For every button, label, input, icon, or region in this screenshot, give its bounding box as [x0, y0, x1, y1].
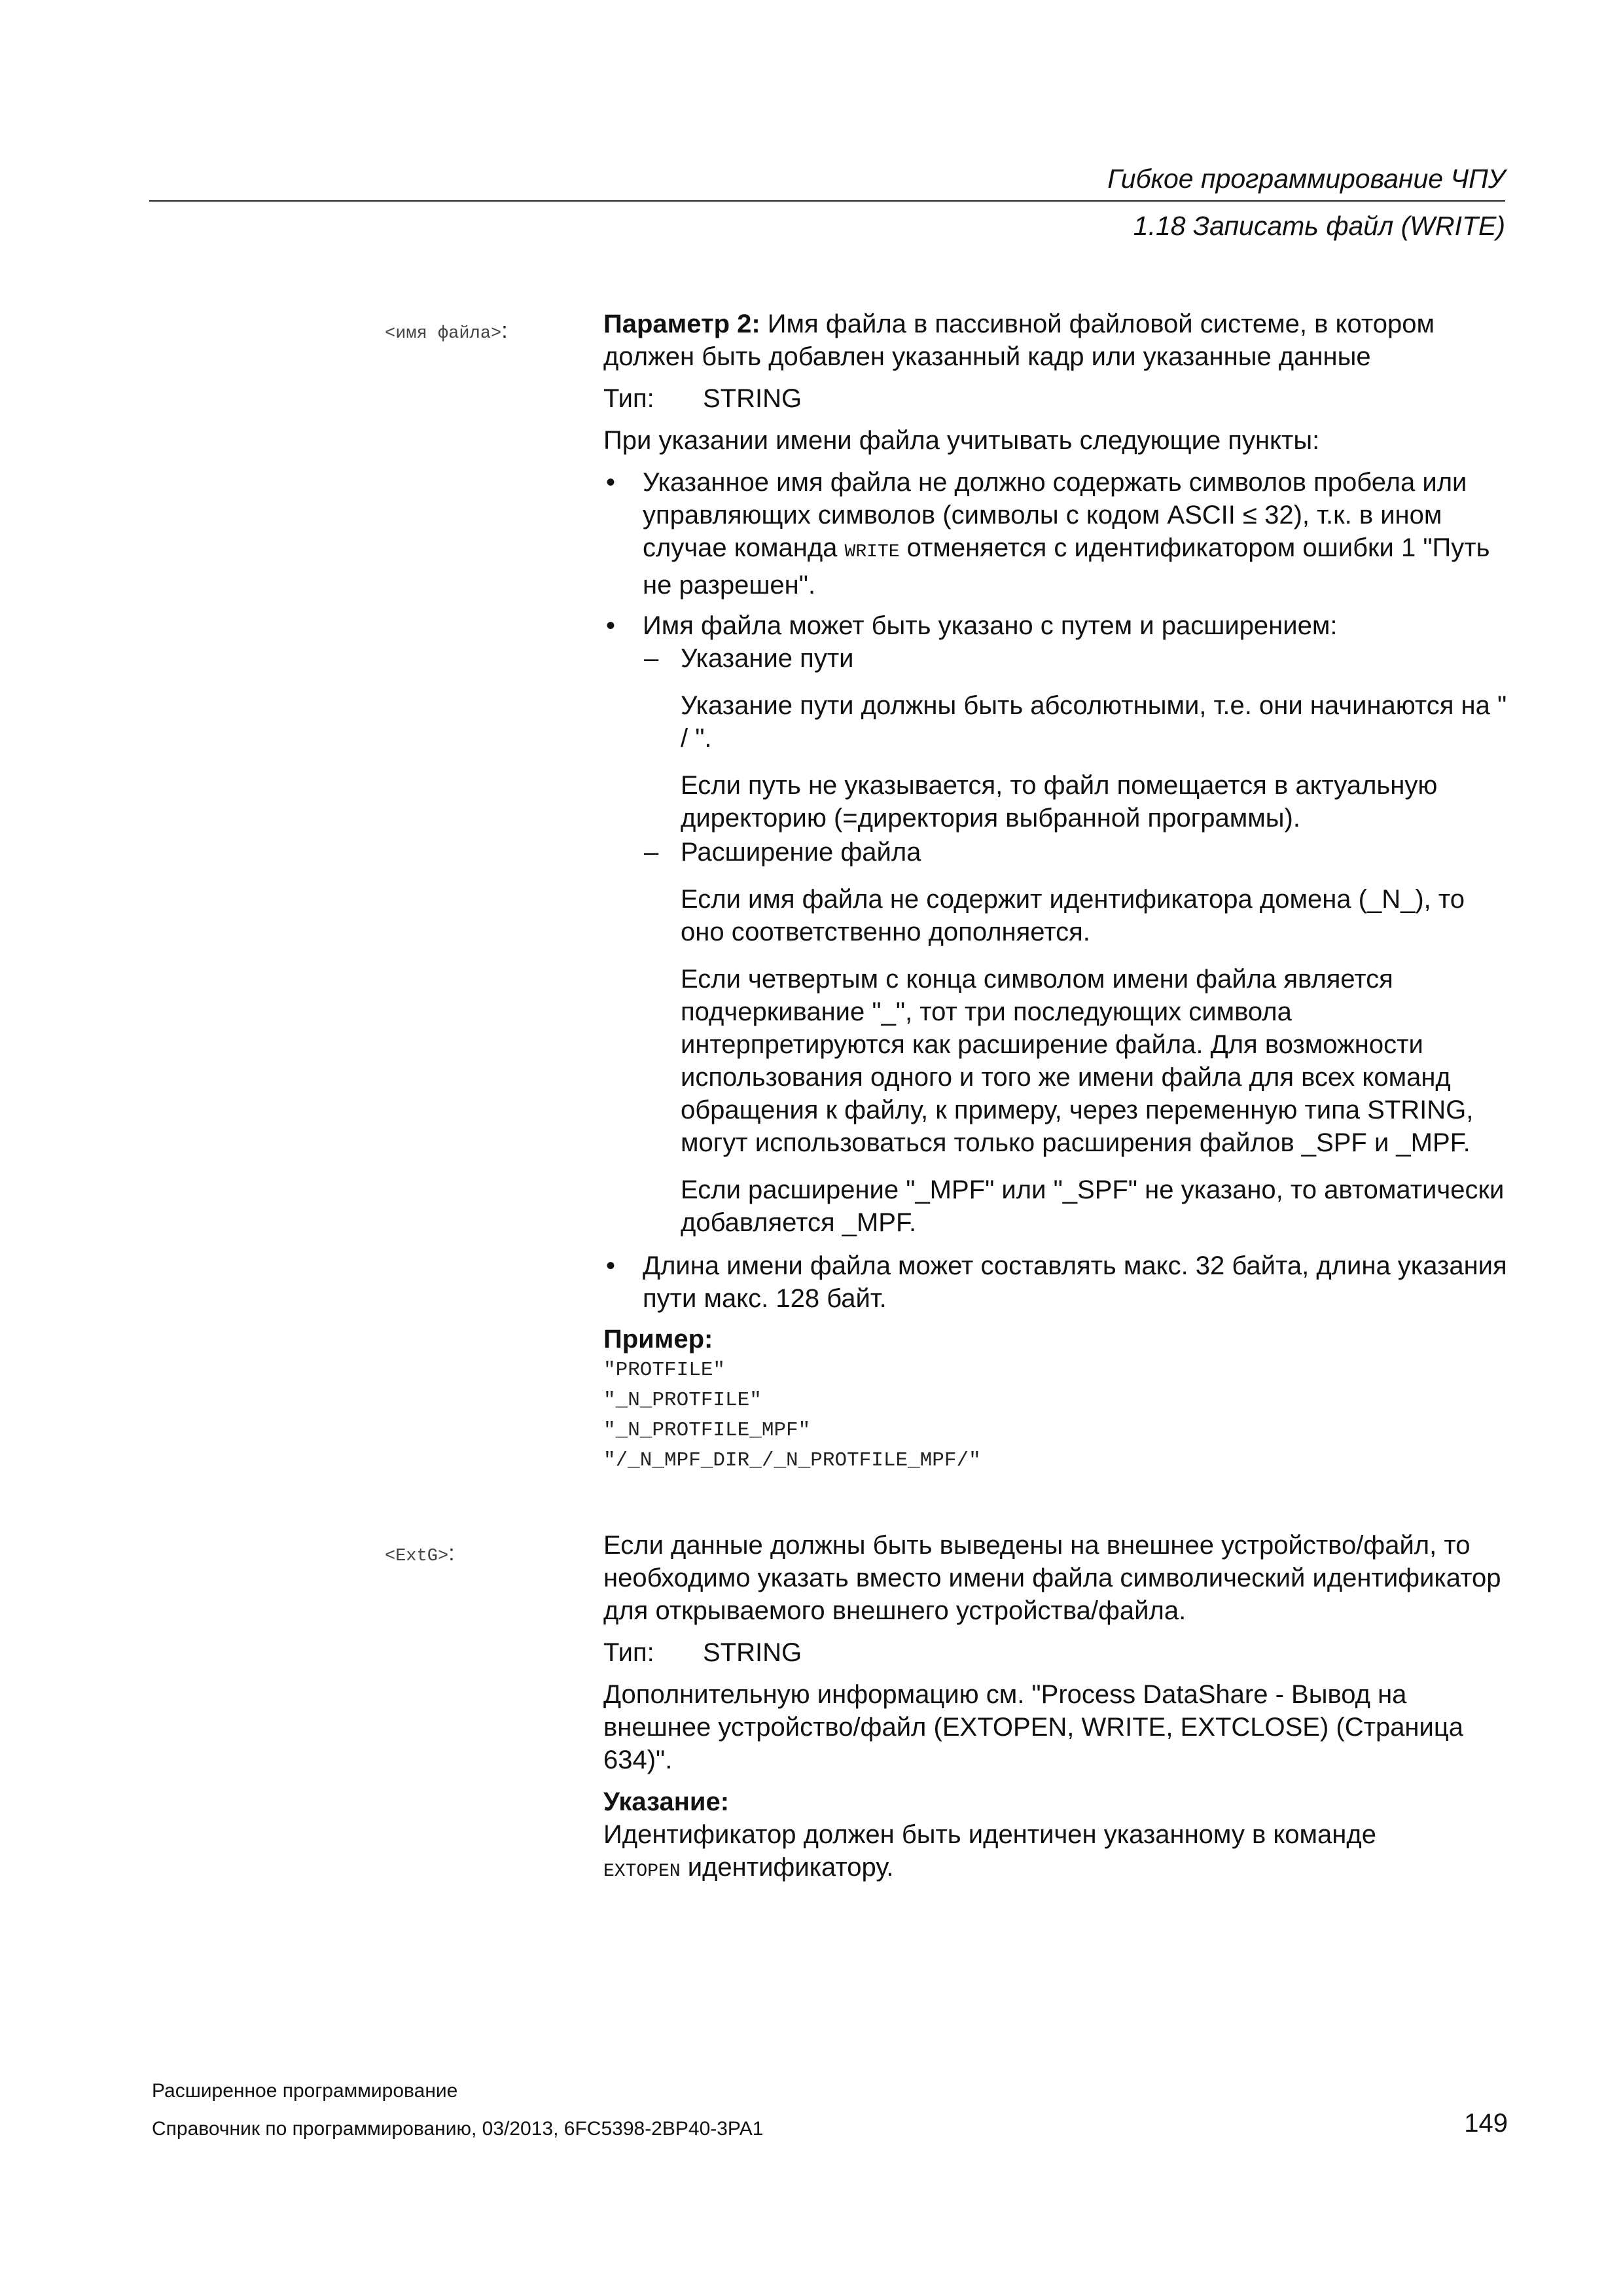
bullet-item — [603, 609, 1513, 1239]
param-label-text: <ExtG> — [385, 1547, 449, 1566]
detail-paragraph: Указание пути должны быть абсолютными, т.е. они начинаются на " / ". — [681, 691, 1507, 753]
bullet-item — [603, 1249, 1513, 1315]
example-code-block — [603, 1355, 1513, 1476]
param-description-extg — [603, 1529, 1513, 1897]
bullet-item — [603, 466, 1513, 601]
type-value: STRING — [703, 1638, 802, 1667]
header-rule — [149, 200, 1505, 202]
type-value: STRING — [703, 384, 802, 413]
param-label-colon: : — [501, 318, 508, 343]
dash-list — [643, 836, 1513, 869]
bullet-text: Указанное имя файла не должно содержать символов пробела или управляющих символов (символы с кодом ASCII ≤ 32), т.к. в ином случае команда — [643, 468, 1467, 562]
bullet-dot-icon: • — [606, 468, 616, 497]
note-title: Указание: — [603, 1787, 730, 1816]
detail-paragraph: Если четвертым с конца символом имени файла является подчеркивание "_", тот три последующих символа интерпретируются как расширение файла. Для возможности использования одного и того же имени файла для всех команд обращения к файлу, к примеру, через переменную типа STRING, могут использоваться только расширения файлов _SPF и _MPF. — [681, 965, 1474, 1157]
bullet-list — [603, 466, 1513, 1315]
bullet-dot-icon: • — [606, 611, 616, 640]
code-line: "_N_PROTFILE_MPF" — [603, 1419, 811, 1442]
footer-book-title: Расширенное программирование — [152, 2080, 458, 2102]
type-label: Тип: — [603, 384, 654, 413]
param-label-colon: : — [448, 1541, 455, 1566]
inline-code-write: WRITE — [844, 542, 900, 562]
detail-paragraph: Если имя файла не содержит идентификатора домена (_N_), то оно соответственно дополняется. — [681, 885, 1465, 946]
type-label: Тип: — [603, 1638, 654, 1667]
bullet-text: Длина имени файла может составлять макс. 32 байта, длина указания пути макс. 128 байт. — [643, 1251, 1507, 1313]
note-body — [603, 1818, 1513, 1888]
bullet-dot-icon: • — [606, 1251, 616, 1280]
note-text-cont: идентификатору. — [680, 1853, 894, 1882]
dash-list — [643, 642, 1513, 675]
param-intro — [603, 308, 1513, 373]
bullet-text: Имя файла может быть указано с путем и расширением: — [643, 611, 1338, 640]
param-label-text: <имя файла> — [385, 324, 502, 344]
dash-detail — [681, 689, 1513, 834]
note-text: При указании имени файла учитывать следующие пункты: — [603, 426, 1320, 455]
detail-paragraph: Если путь не указывается, то файл помещается в актуальную директорию (=директория выбранной программы). — [681, 771, 1438, 833]
bullet-text-cont: отменяется с идентификатором ошибки 1 "Путь не разрешен". — [643, 533, 1490, 600]
dash-icon: – — [644, 644, 659, 673]
param-intro: Если данные должны быть выведены на внешнее устройство/файл, то необходимо указать вместо имени файла символический идентификатор для открываемого внешнего устройства/файла. — [603, 1531, 1501, 1625]
param-title: Параметр 2: — [603, 310, 760, 338]
dash-item — [643, 836, 1513, 869]
cross-reference-text: Дополнительную информацию см. "Process DataShare - Вывод на внешнее устройство/файл (EXTOPEN, WRITE, EXTCLOSE) (Страница 634)". — [603, 1680, 1464, 1774]
header-chapter: Гибкое программирование ЧПУ — [1107, 164, 1505, 194]
code-line: "/_N_MPF_DIR_/_N_PROTFILE_MPF/" — [603, 1449, 981, 1472]
note-text: Идентификатор должен быть идентичен указанному в команде — [603, 1820, 1376, 1849]
footer-edition: Справочник по программированию, 03/2013, 6FC5398-2BP40-3PA1 — [152, 2118, 764, 2140]
param-label-extg — [385, 1541, 455, 1566]
dash-item — [643, 642, 1513, 675]
dash-text: Указание пути — [681, 644, 854, 673]
param-intro-text: Имя файла в пассивной файловой системе, в котором должен быть добавлен указанный кадр или указанные данные — [603, 310, 1435, 371]
type-line — [603, 382, 1513, 415]
code-line: "_N_PROTFILE" — [603, 1389, 762, 1412]
inline-code-extopen: EXTOPEN — [603, 1861, 681, 1882]
dash-text: Расширение файла — [681, 838, 921, 867]
page-number: 149 — [1464, 2109, 1508, 2138]
type-line — [603, 1636, 1513, 1669]
dash-icon: – — [644, 838, 659, 867]
example-title: Пример: — [603, 1325, 713, 1354]
code-line: "PROTFILE" — [603, 1359, 726, 1382]
header-section: 1.18 Записать файл (WRITE) — [1133, 211, 1505, 241]
detail-paragraph: Если расширение "_MPF" или "_SPF" не указано, то автоматически добавляется _MPF. — [681, 1175, 1505, 1237]
dash-detail — [681, 883, 1513, 1239]
param-label-filename — [385, 318, 508, 344]
param-description-filename — [603, 308, 1513, 1476]
